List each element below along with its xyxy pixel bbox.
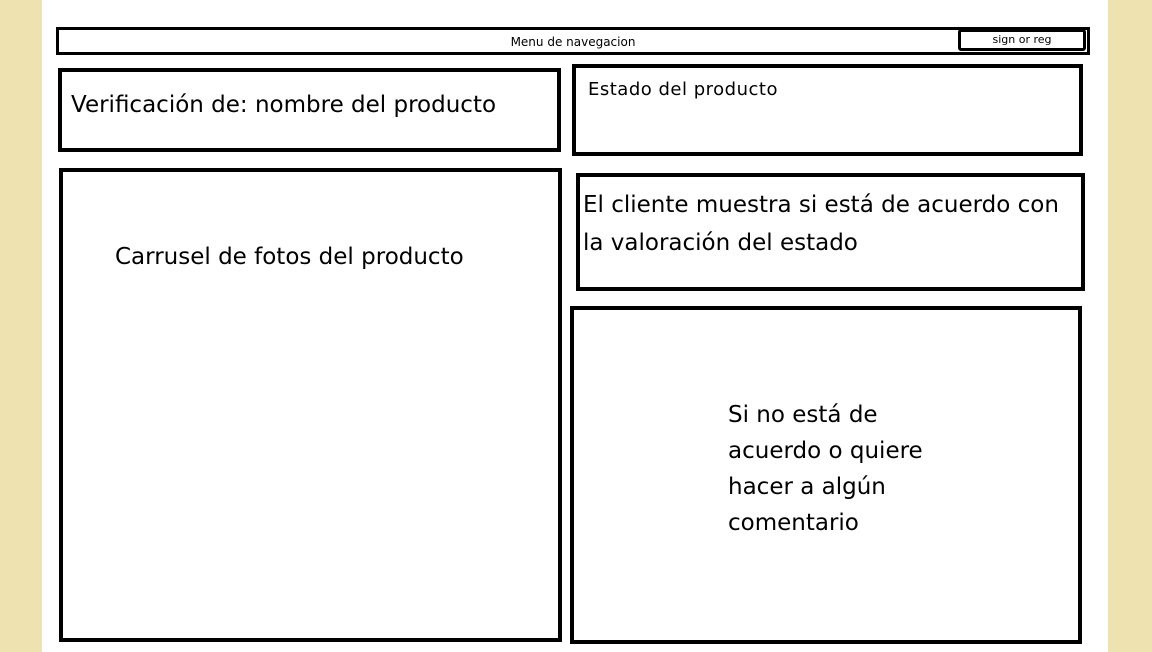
right-margin-strip [1108, 0, 1152, 652]
left-margin-strip [0, 0, 42, 652]
comment-prompt-text: Si no está de acuerdo o quiere hacer a algún comentario [728, 402, 923, 536]
product-verification-title: Verificación de: nombre del producto [71, 92, 497, 118]
product-status-panel [572, 64, 1083, 156]
product-status-label: Estado del producto [588, 79, 778, 100]
comment-panel[interactable] [570, 306, 1082, 644]
product-photo-carousel[interactable] [59, 168, 562, 642]
client-agreement-panel[interactable] [576, 173, 1085, 291]
client-agreement-text: El cliente muestra si está de acuerdo con la valoración del estado [583, 192, 1059, 256]
product-photo-carousel-label: Carrusel de fotos del producto [115, 244, 464, 270]
navigation-menu-label: Menu de navegacion [510, 35, 636, 49]
product-verification-panel [58, 68, 561, 152]
navigation-menu-bar[interactable] [56, 27, 1090, 55]
sign-in-register-button[interactable]: sign or reg [958, 29, 1086, 51]
